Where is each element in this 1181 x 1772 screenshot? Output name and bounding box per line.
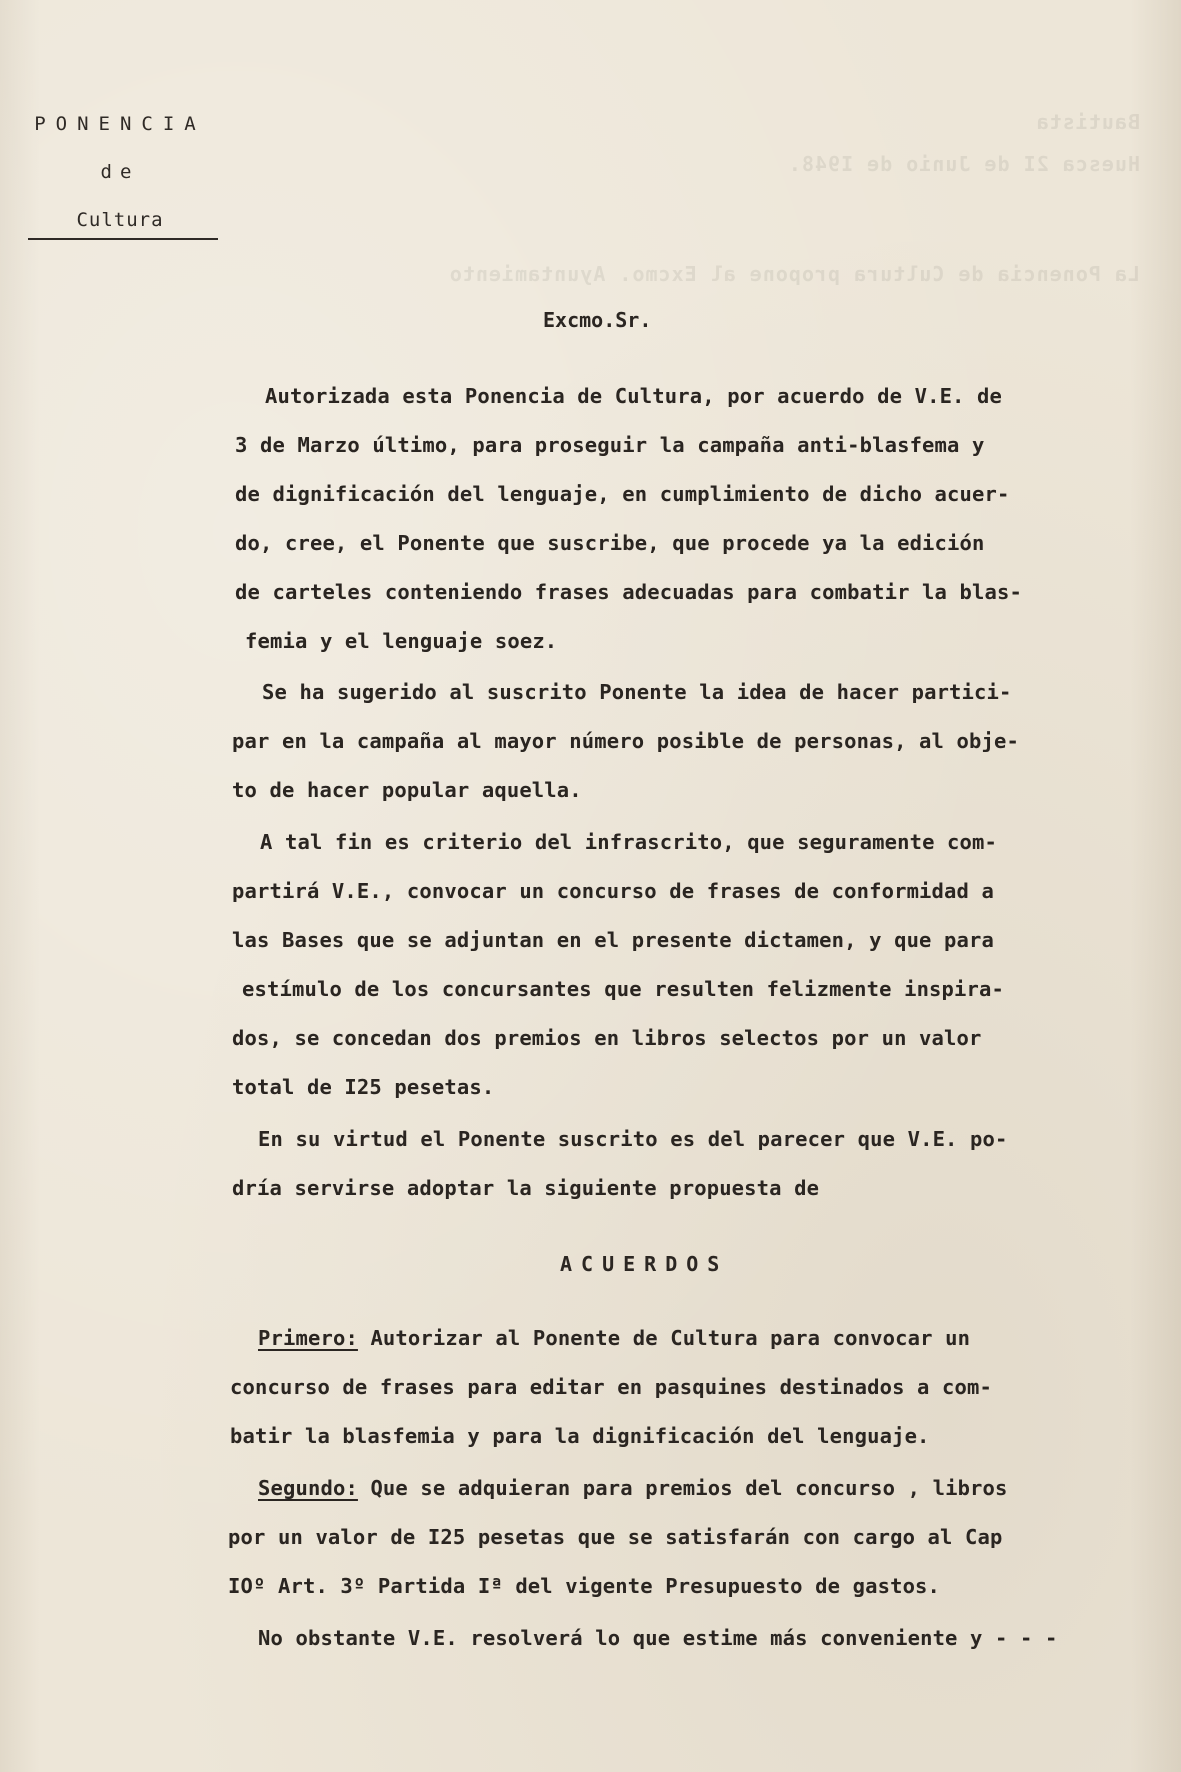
- closing-line: No obstante V.E. resolverá lo que estime más conveniente y - - -: [258, 1626, 1058, 1650]
- agreement-first-line: concurso de frases para editar en pasquines destinados a com-: [230, 1375, 993, 1399]
- body-line: dría servirse adoptar la siguiente propuesta de: [232, 1176, 820, 1200]
- agreement-second-label: Segundo:: [258, 1476, 358, 1500]
- letterhead-line-1: PONENCIA: [34, 113, 206, 135]
- body-line: to de hacer popular aquella.: [232, 778, 582, 802]
- body-line: dos, se concedan dos premios en libros selectos por un valor: [232, 1026, 982, 1050]
- body-line: de carteles conteniendo frases adecuadas para combatir la blas-: [235, 580, 1022, 604]
- body-line: femia y el lenguaje soez.: [245, 629, 558, 653]
- body-line: do, cree, el Ponente que suscribe, que procede ya la edición: [235, 531, 985, 555]
- bleed-through-line: La Ponencia de Cultura propone al Excmo. Ayuntamiento: [448, 262, 1140, 286]
- body-line: Autorizada esta Ponencia de Cultura, por acuerdo de V.E. de: [265, 384, 1003, 408]
- agreements-heading: ACUERDOS: [560, 1252, 729, 1276]
- body-line: En su virtud el Ponente suscrito es del parecer que V.E. po-: [258, 1127, 1008, 1151]
- salutation: Excmo.Sr.: [543, 308, 652, 332]
- agreement-first-label: Primero:: [258, 1326, 358, 1350]
- bleed-through-line: Huesca 2I de Junio de I948.: [787, 152, 1140, 176]
- letterhead-line-3: Cultura: [76, 209, 164, 231]
- agreement-second-line: IOº Art. 3º Partida Iª del vigente Presupuesto de gastos.: [228, 1574, 941, 1598]
- letterhead-rule: [28, 238, 218, 240]
- body-line: total de I25 pesetas.: [232, 1075, 495, 1099]
- agreement-first-line: batir la blasfemia y para la dignificación del lenguaje.: [230, 1424, 930, 1448]
- body-line: 3 de Marzo último, para proseguir la campaña anti-blasfema y: [235, 433, 985, 457]
- agreement-first-line: [258, 1326, 970, 1350]
- letterhead-line-2: de: [100, 161, 140, 183]
- body-line: par en la campaña al mayor número posible de personas, al obje-: [232, 729, 1019, 753]
- body-line: Se ha sugerido al suscrito Ponente la idea de hacer partici-: [262, 680, 1012, 704]
- body-line: de dignificación del lenguaje, en cumplimiento de dicho acuer-: [235, 482, 1010, 506]
- body-line: A tal fin es criterio del infrascrito, que seguramente com-: [260, 830, 998, 854]
- letterhead: [20, 100, 220, 244]
- agreement-second-line: [258, 1476, 1008, 1500]
- bleed-through-line: Bautista: [1035, 110, 1140, 134]
- agreement-first-text: Autorizar al Ponente de Cultura para convocar un: [370, 1326, 971, 1350]
- body-line: estímulo de los concursantes que resulten felizmente inspira-: [242, 977, 1005, 1001]
- body-line: partirá V.E., convocar un concurso de frases de conformidad a: [232, 879, 995, 903]
- body-line: las Bases que se adjuntan en el presente dictamen, y que para: [232, 928, 995, 952]
- agreement-second-text: Que se adquieran para premios del concurso , libros: [370, 1476, 1008, 1500]
- agreement-second-line: por un valor de I25 pesetas que se satisfarán con cargo al Cap: [228, 1525, 1003, 1549]
